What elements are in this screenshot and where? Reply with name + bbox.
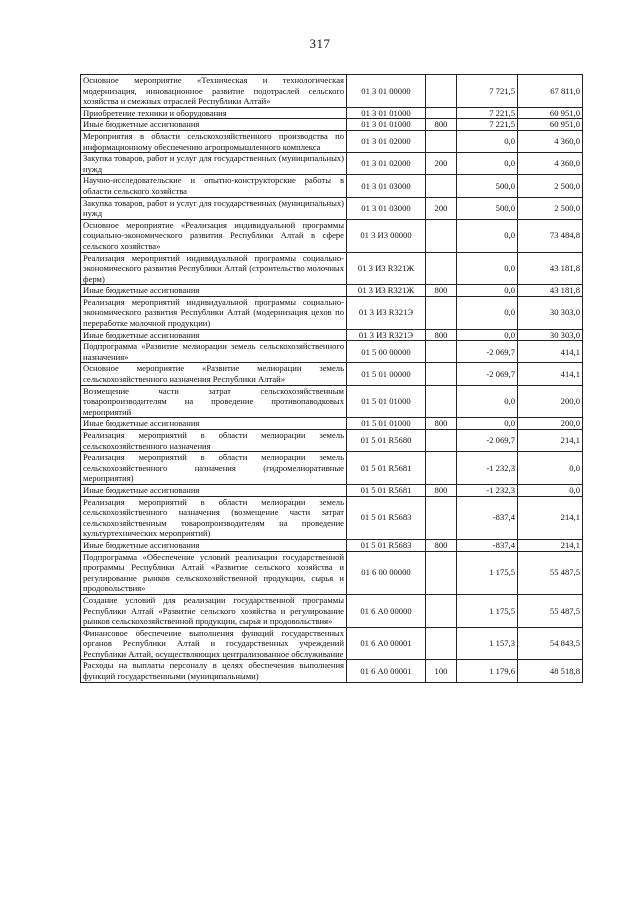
table-row bbox=[81, 418, 583, 430]
row-change-amount-cell: 7 221,5 bbox=[457, 107, 518, 119]
row-change-amount-cell: -1 232,3 bbox=[457, 452, 518, 485]
row-change-amount-cell: 0,0 bbox=[457, 285, 518, 297]
row-total-amount-cell: 214,1 bbox=[518, 430, 583, 452]
table-row bbox=[81, 551, 583, 594]
table-row bbox=[81, 385, 583, 418]
row-change-amount-cell: 1 175,5 bbox=[457, 551, 518, 594]
row-total-amount-cell: 55 487,5 bbox=[518, 551, 583, 594]
row-name-cell: Основное мероприятие «Развитие мелиорации земель сельскохозяйственного назначения Республики Алтай» bbox=[81, 363, 347, 385]
row-total-amount-cell: 60 951,0 bbox=[518, 107, 583, 119]
row-total-amount-cell: 414,1 bbox=[518, 341, 583, 363]
row-code-cell: 01 6 А0 00001 bbox=[347, 627, 426, 660]
budget-table-body bbox=[81, 75, 583, 683]
row-name-cell: Создание условий для реализации государственной программы Республики Алтай «Развитие сельского хозяйства и регулирование рынков сельскохозяйственной продукции, сырья и продовольствия» bbox=[81, 594, 347, 627]
table-row bbox=[81, 119, 583, 131]
table-row bbox=[81, 430, 583, 452]
row-name-cell: Подпрограмма «Развитие мелиорации земель сельскохозяйственного назначения» bbox=[81, 341, 347, 363]
row-total-amount-cell: 43 181,8 bbox=[518, 285, 583, 297]
row-total-amount-cell: 54 843,5 bbox=[518, 627, 583, 660]
row-expense-type-cell bbox=[426, 341, 457, 363]
table-row bbox=[81, 594, 583, 627]
row-change-amount-cell: 1 157,3 bbox=[457, 627, 518, 660]
table-row bbox=[81, 175, 583, 197]
row-code-cell: 01 6 00 00000 bbox=[347, 551, 426, 594]
row-total-amount-cell: 200,0 bbox=[518, 385, 583, 418]
row-expense-type-cell bbox=[426, 175, 457, 197]
row-change-amount-cell: 1 179,6 bbox=[457, 660, 518, 682]
row-name-cell: Иные бюджетные ассигнования bbox=[81, 329, 347, 341]
row-code-cell: 01 3 И3 R321Э bbox=[347, 329, 426, 341]
row-code-cell: 01 3 01 01000 bbox=[347, 107, 426, 119]
row-name-cell: Основное мероприятие «Реализация индивидуальной программы социально-экономического развития Республики Алтай в сфере сельского хозяйства» bbox=[81, 219, 347, 252]
row-code-cell: 01 3 01 02000 bbox=[347, 153, 426, 175]
row-change-amount-cell: 500,0 bbox=[457, 197, 518, 219]
row-total-amount-cell: 214,1 bbox=[518, 496, 583, 539]
row-expense-type-cell bbox=[426, 551, 457, 594]
row-expense-type-cell bbox=[426, 496, 457, 539]
row-expense-type-cell bbox=[426, 594, 457, 627]
row-total-amount-cell: 200,0 bbox=[518, 418, 583, 430]
row-expense-type-cell: 200 bbox=[426, 153, 457, 175]
row-name-cell: Реализация мероприятий в области мелиорации земель сельскохозяйственного назначения (гидромелиоративные мероприятия) bbox=[81, 452, 347, 485]
row-code-cell: 01 5 01 00000 bbox=[347, 363, 426, 385]
table-row bbox=[81, 296, 583, 329]
row-name-cell: Иные бюджетные ассигнования bbox=[81, 484, 347, 496]
row-change-amount-cell: 0,0 bbox=[457, 385, 518, 418]
row-name-cell: Научно-исследовательские и опытно-конструкторские работы в области сельского хозяйства bbox=[81, 175, 347, 197]
row-expense-type-cell: 800 bbox=[426, 539, 457, 551]
row-code-cell: 01 3 01 00000 bbox=[347, 75, 426, 108]
row-expense-type-cell: 800 bbox=[426, 484, 457, 496]
row-name-cell: Приобретение техники и оборудования bbox=[81, 107, 347, 119]
page-number: 317 bbox=[309, 36, 331, 51]
row-name-cell: Реализация мероприятий индивидуальной программы социально-экономического развития Республики Алтай (модернизация цехов по переработке молочной продукции) bbox=[81, 296, 347, 329]
row-total-amount-cell: 2 500,0 bbox=[518, 175, 583, 197]
row-name-cell: Иные бюджетные ассигнования bbox=[81, 418, 347, 430]
row-name-cell: Мероприятия в области сельскохозяйственного производства по информационному обеспечению агропромышленного комплекса bbox=[81, 130, 347, 152]
row-total-amount-cell: 55 487,5 bbox=[518, 594, 583, 627]
row-change-amount-cell: -2 069,7 bbox=[457, 430, 518, 452]
budget-table bbox=[80, 74, 583, 683]
row-name-cell: Реализация мероприятий в области мелиорации земель сельскохозяйственного назначения bbox=[81, 430, 347, 452]
table-row bbox=[81, 130, 583, 152]
row-change-amount-cell: 0,0 bbox=[457, 130, 518, 152]
table-row bbox=[81, 496, 583, 539]
row-expense-type-cell bbox=[426, 430, 457, 452]
row-total-amount-cell: 67 811,0 bbox=[518, 75, 583, 108]
row-change-amount-cell: 0,0 bbox=[457, 296, 518, 329]
row-change-amount-cell: 0,0 bbox=[457, 153, 518, 175]
row-expense-type-cell: 800 bbox=[426, 285, 457, 297]
row-total-amount-cell: 30 303,0 bbox=[518, 296, 583, 329]
row-code-cell: 01 3 И3 R321Ж bbox=[347, 285, 426, 297]
row-expense-type-cell bbox=[426, 296, 457, 329]
row-code-cell: 01 3 И3 R321Э bbox=[347, 296, 426, 329]
row-code-cell: 01 5 01 01000 bbox=[347, 418, 426, 430]
row-code-cell: 01 5 01 R5681 bbox=[347, 484, 426, 496]
table-row bbox=[81, 363, 583, 385]
row-change-amount-cell: 1 175,5 bbox=[457, 594, 518, 627]
row-code-cell: 01 5 01 R5680 bbox=[347, 430, 426, 452]
row-expense-type-cell: 800 bbox=[426, 418, 457, 430]
row-expense-type-cell bbox=[426, 107, 457, 119]
row-code-cell: 01 5 01 R5681 bbox=[347, 452, 426, 485]
row-name-cell: Иные бюджетные ассигнования bbox=[81, 285, 347, 297]
table-row bbox=[81, 75, 583, 108]
row-total-amount-cell: 73 484,8 bbox=[518, 219, 583, 252]
row-name-cell: Закупка товаров, работ и услуг для государственных (муниципальных) нужд bbox=[81, 197, 347, 219]
row-code-cell: 01 3 И3 R321Ж bbox=[347, 252, 426, 285]
row-expense-type-cell bbox=[426, 627, 457, 660]
row-change-amount-cell: -1 232,3 bbox=[457, 484, 518, 496]
row-expense-type-cell: 800 bbox=[426, 119, 457, 131]
row-total-amount-cell: 0,0 bbox=[518, 452, 583, 485]
row-name-cell: Иные бюджетные ассигнования bbox=[81, 539, 347, 551]
row-code-cell: 01 6 А0 00000 bbox=[347, 594, 426, 627]
row-total-amount-cell: 414,1 bbox=[518, 363, 583, 385]
row-code-cell: 01 3 И3 00000 bbox=[347, 219, 426, 252]
row-change-amount-cell: 7 721,5 bbox=[457, 75, 518, 108]
table-row bbox=[81, 627, 583, 660]
row-name-cell: Финансовое обеспечение выполнения функций государственных органов Республики Алтай и государственных учреждений Республики Алтай, осуществляющих централизованное обслуживание bbox=[81, 627, 347, 660]
row-expense-type-cell: 100 bbox=[426, 660, 457, 682]
table-row bbox=[81, 341, 583, 363]
table-row bbox=[81, 660, 583, 682]
row-total-amount-cell: 2 500,0 bbox=[518, 197, 583, 219]
row-code-cell: 01 3 01 02000 bbox=[347, 130, 426, 152]
row-total-amount-cell: 30 303,0 bbox=[518, 329, 583, 341]
row-total-amount-cell: 4 360,0 bbox=[518, 130, 583, 152]
row-code-cell: 01 5 01 01000 bbox=[347, 385, 426, 418]
row-code-cell: 01 6 А0 00001 bbox=[347, 660, 426, 682]
table-row bbox=[81, 484, 583, 496]
row-name-cell: Закупка товаров, работ и услуг для государственных (муниципальных) нужд bbox=[81, 153, 347, 175]
row-change-amount-cell: -2 069,7 bbox=[457, 341, 518, 363]
row-change-amount-cell: -2 069,7 bbox=[457, 363, 518, 385]
row-name-cell: Иные бюджетные ассигнования bbox=[81, 119, 347, 131]
row-total-amount-cell: 0,0 bbox=[518, 484, 583, 496]
row-change-amount-cell: 0,0 bbox=[457, 329, 518, 341]
row-name-cell: Реализация мероприятий в области мелиорации земель сельскохозяйственного назначения (возмещение части затрат сельскохозяйственным товаропроизводителям на проведение культуртехнических мероприятий) bbox=[81, 496, 347, 539]
row-expense-type-cell: 800 bbox=[426, 329, 457, 341]
row-change-amount-cell: 500,0 bbox=[457, 175, 518, 197]
row-expense-type-cell bbox=[426, 130, 457, 152]
row-total-amount-cell: 214,1 bbox=[518, 539, 583, 551]
row-expense-type-cell: 200 bbox=[426, 197, 457, 219]
row-expense-type-cell bbox=[426, 363, 457, 385]
row-total-amount-cell: 48 518,8 bbox=[518, 660, 583, 682]
table-row bbox=[81, 539, 583, 551]
table-row bbox=[81, 285, 583, 297]
row-expense-type-cell bbox=[426, 452, 457, 485]
row-expense-type-cell bbox=[426, 385, 457, 418]
row-change-amount-cell: -837,4 bbox=[457, 539, 518, 551]
table-row bbox=[81, 219, 583, 252]
row-name-cell: Возмещение части затрат сельскохозяйственным товаропроизводителям на проведение противопаводковых мероприятий bbox=[81, 385, 347, 418]
row-change-amount-cell: 7 221,5 bbox=[457, 119, 518, 131]
row-code-cell: 01 5 01 R5683 bbox=[347, 539, 426, 551]
row-total-amount-cell: 43 181,8 bbox=[518, 252, 583, 285]
row-expense-type-cell bbox=[426, 219, 457, 252]
row-change-amount-cell: -837,4 bbox=[457, 496, 518, 539]
row-name-cell: Расходы на выплаты персоналу в целях обеспечения выполнения функций государственными (муниципальными) bbox=[81, 660, 347, 682]
row-change-amount-cell: 0,0 bbox=[457, 219, 518, 252]
table-row bbox=[81, 197, 583, 219]
table-row bbox=[81, 252, 583, 285]
row-expense-type-cell bbox=[426, 75, 457, 108]
row-total-amount-cell: 4 360,0 bbox=[518, 153, 583, 175]
row-change-amount-cell: 0,0 bbox=[457, 252, 518, 285]
row-code-cell: 01 3 01 03000 bbox=[347, 197, 426, 219]
table-row bbox=[81, 107, 583, 119]
table-row bbox=[81, 452, 583, 485]
table-row bbox=[81, 153, 583, 175]
row-change-amount-cell: 0,0 bbox=[457, 418, 518, 430]
table-row bbox=[81, 329, 583, 341]
row-code-cell: 01 3 01 03000 bbox=[347, 175, 426, 197]
row-total-amount-cell: 60 951,0 bbox=[518, 119, 583, 131]
row-code-cell: 01 3 01 01000 bbox=[347, 119, 426, 131]
row-code-cell: 01 5 01 R5683 bbox=[347, 496, 426, 539]
row-code-cell: 01 5 00 00000 bbox=[347, 341, 426, 363]
row-expense-type-cell bbox=[426, 252, 457, 285]
row-name-cell: Основное мероприятие «Техническая и технологическая модернизация, инновационное развитие подотраслей сельского хозяйства и смежных отраслей Республики Алтай» bbox=[81, 75, 347, 108]
row-name-cell: Реализация мероприятий индивидуальной программы социально-экономического развития Республики Алтай (строительство молочных ферм) bbox=[81, 252, 347, 285]
row-name-cell: Подпрограмма «Обеспечение условий реализации государственной программы Республики Алтай «Развитие сельского хозяйства и регулирование рынков сельскохозяйственной продукции, сырья и продовольствия» bbox=[81, 551, 347, 594]
